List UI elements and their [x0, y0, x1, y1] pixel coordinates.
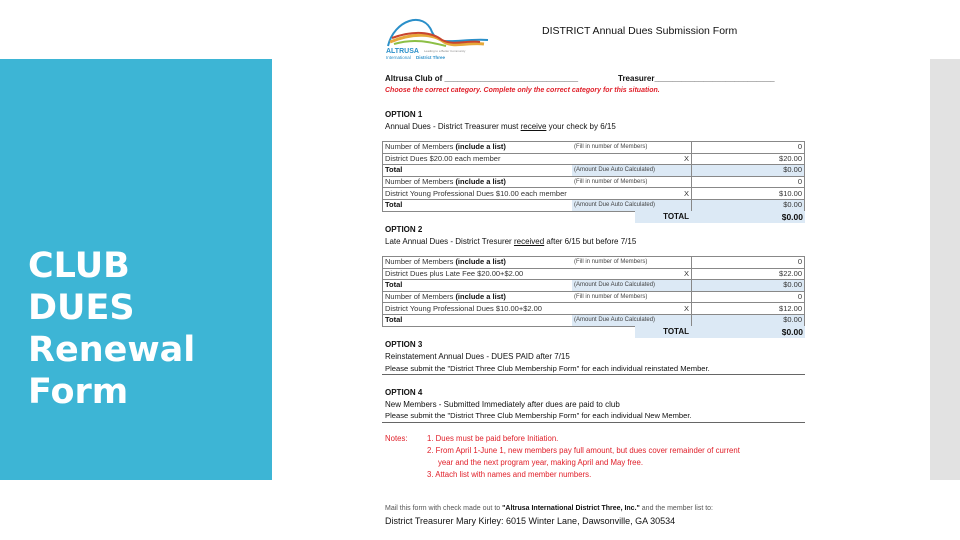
row-multiplier: X: [682, 303, 692, 315]
note-3: 3. Attach list with names and member numbers.: [427, 470, 592, 479]
option1-total-label: TOTAL: [635, 211, 692, 223]
table-row: [383, 188, 805, 200]
row-multiplier: [682, 165, 692, 177]
row-note: (Amount Due Auto Calculated): [572, 165, 682, 177]
table-row: [383, 142, 805, 154]
row-label: Total: [383, 314, 572, 326]
mail-address: District Treasurer Mary Kirley: 6015 Winter Lane, Dawsonville, GA 30534: [385, 516, 676, 526]
title-panel: [0, 59, 272, 480]
option4-line1: New Members - Submitted Immediately after dues are paid to club: [385, 400, 620, 409]
row-label: Total: [383, 280, 572, 292]
notes-label: Notes:: [385, 434, 408, 443]
row-label: Number of Members (include a list): [383, 291, 572, 303]
row-label: District Dues plus Late Fee $20.00+$2.00: [383, 268, 572, 280]
row-multiplier: X: [682, 188, 692, 200]
row-label: Total: [383, 199, 572, 211]
option4-heading: OPTION 4: [385, 388, 423, 397]
row-note: (Fill in number of Members): [572, 176, 682, 188]
row-label: Number of Members (include a list): [383, 257, 572, 269]
row-value: $0.00: [692, 165, 805, 177]
row-value[interactable]: 0: [692, 142, 805, 154]
mail-instructions: Mail this form with check made out to "Altrusa International District Three, Inc." and the member list to:: [385, 505, 713, 512]
option2-total-label: TOTAL: [635, 326, 692, 338]
option2-total-value: $0.00: [692, 326, 805, 338]
table-row: [383, 280, 805, 292]
table-row: [383, 268, 805, 280]
option3-heading: OPTION 3: [385, 340, 423, 349]
note-2-cont: year and the next program year, making April and May free.: [438, 458, 643, 467]
option3-line1: Reinstatement Annual Dues - DUES PAID after 7/15: [385, 352, 570, 361]
option4-line2: Please submit the "District Three Club Membership Form" for each individual New Member.: [385, 411, 692, 420]
row-note: [572, 188, 682, 200]
row-multiplier: [682, 176, 692, 188]
row-value: $0.00: [692, 199, 805, 211]
row-note: (Amount Due Auto Calculated): [572, 314, 682, 326]
row-value: $10.00: [692, 188, 805, 200]
row-note: [572, 153, 682, 165]
divider: [382, 374, 805, 375]
altrusa-logo: [384, 12, 494, 60]
row-multiplier: [682, 199, 692, 211]
option2-heading: OPTION 2: [385, 225, 423, 234]
svg-text:International: International: [386, 55, 411, 60]
option1-total-value: $0.00: [692, 211, 805, 223]
row-value: $0.00: [692, 280, 805, 292]
svg-text:ALTRUSA: ALTRUSA: [386, 48, 419, 55]
form-title: DISTRICT Annual Dues Submission Form: [542, 25, 738, 37]
row-note: (Fill in number of Members): [572, 291, 682, 303]
row-label: Number of Members (include a list): [383, 176, 572, 188]
row-note: (Amount Due Auto Calculated): [572, 280, 682, 292]
option2-table: [382, 256, 805, 327]
row-note: (Fill in number of Members): [572, 142, 682, 154]
row-multiplier: X: [682, 153, 692, 165]
row-value[interactable]: 0: [692, 257, 805, 269]
row-label: District Dues $20.00 each member: [383, 153, 572, 165]
side-strip: [930, 59, 960, 480]
option1-table: [382, 141, 805, 212]
row-value[interactable]: 0: [692, 291, 805, 303]
row-note: [572, 268, 682, 280]
treasurer-field[interactable]: Treasurer___________________________: [618, 74, 775, 83]
row-note: [572, 303, 682, 315]
instruction: Choose the correct category. Complete only the correct category for this situation.: [385, 87, 660, 94]
option2-desc: Late Annual Dues - District Tresurer received after 6/15 but before 7/15: [385, 237, 637, 246]
row-multiplier: [682, 142, 692, 154]
divider: [382, 422, 805, 423]
row-label: District Young Professional Dues $10.00 each member: [383, 188, 572, 200]
row-multiplier: [682, 257, 692, 269]
row-multiplier: [682, 291, 692, 303]
row-value: $12.00: [692, 303, 805, 315]
table-row: [383, 303, 805, 315]
row-multiplier: X: [682, 268, 692, 280]
table-row: [383, 153, 805, 165]
option3-line2: Please submit the "District Three Club Membership Form" for each individual reinstated Member.: [385, 364, 710, 373]
table-row: [383, 165, 805, 177]
option1-heading: OPTION 1: [385, 110, 423, 119]
row-value[interactable]: 0: [692, 176, 805, 188]
row-note: (Fill in number of Members): [572, 257, 682, 269]
row-note: (Amount Due Auto Calculated): [572, 199, 682, 211]
row-multiplier: [682, 280, 692, 292]
row-multiplier: [682, 314, 692, 326]
note-1: 1. Dues must be paid before Initiation.: [427, 434, 559, 443]
row-value: $22.00: [692, 268, 805, 280]
club-name-field[interactable]: Altrusa Club of ______________________________: [385, 74, 579, 83]
table-row: [383, 176, 805, 188]
svg-text:District Three: District Three: [416, 55, 446, 60]
slide-title: CLUB DUES Renewal Form: [28, 246, 196, 412]
row-label: District Young Professional Dues $10.00+$2.00: [383, 303, 572, 315]
svg-text:Leading to a Better Community: Leading to a Better Community: [424, 49, 466, 53]
table-row: [383, 257, 805, 269]
table-row: [383, 199, 805, 211]
row-label: Total: [383, 165, 572, 177]
option1-desc: Annual Dues - District Treasurer must receive your check by 6/15: [385, 122, 616, 131]
table-row: [383, 314, 805, 326]
table-row: [383, 291, 805, 303]
row-value: $20.00: [692, 153, 805, 165]
row-value: $0.00: [692, 314, 805, 326]
row-label: Number of Members (include a list): [383, 142, 572, 154]
note-2: 2. From April 1-June 1, new members pay full amount, but dues cover remainder of current: [427, 446, 740, 455]
